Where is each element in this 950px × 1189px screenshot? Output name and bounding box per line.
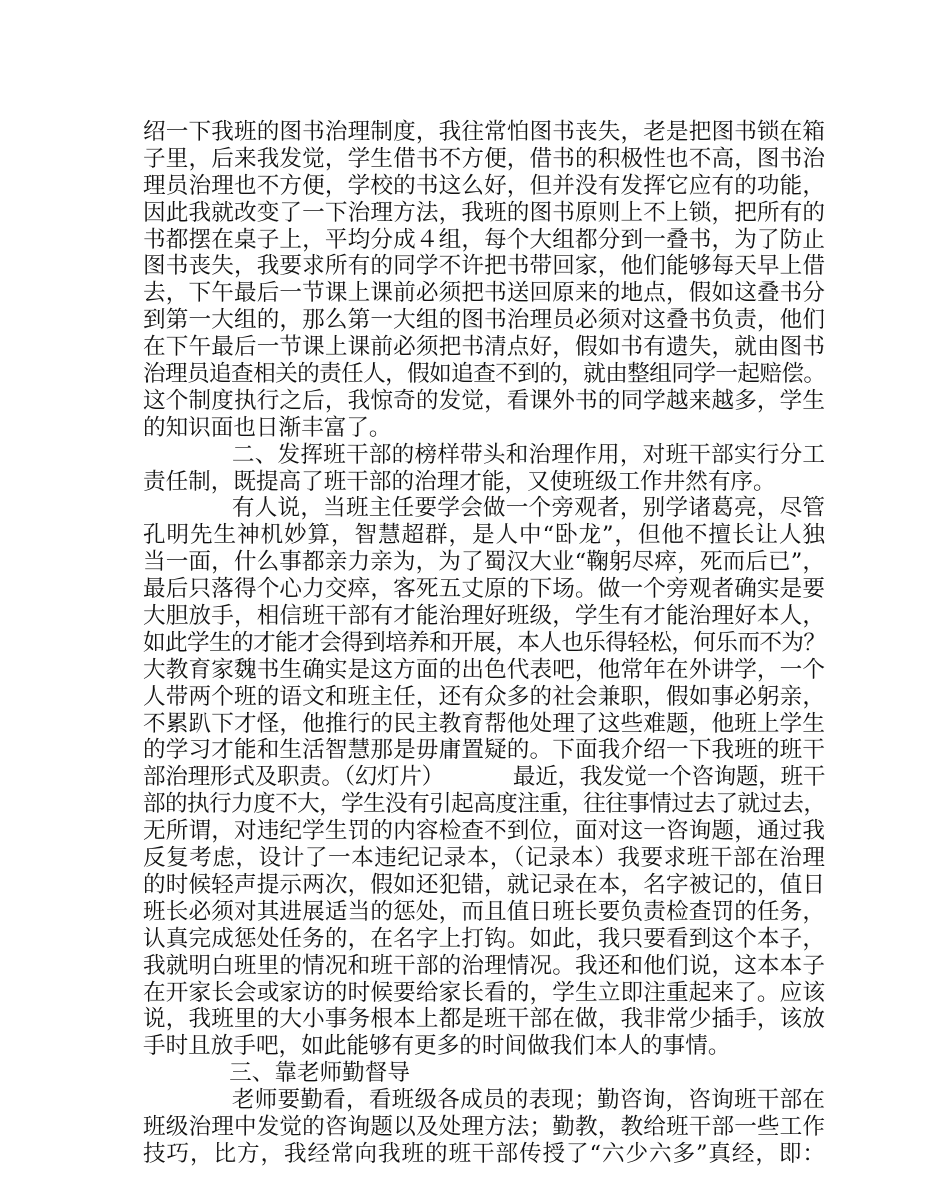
text-line: 老师要勤看，看班级各成员的表现；勤咨询，咨询班干部在 [143, 1087, 825, 1114]
text-line: 理员治理也不方便，学校的书这么好，但并没有发挥它应有的功能， [143, 172, 825, 199]
body-text [143, 119, 825, 1168]
text-line: 部的执行力度不大，学生没有引起高度注重，往往事情过去了就过去， [143, 791, 826, 818]
text-line: 在下午最后一节课上课前必须把书清点好，假如书有遗失，就由图书 [143, 334, 825, 361]
text-line: 当一面，什么事都亲力亲为，为了蜀汉大业“鞠躬尽瘁，死而后已”， [143, 549, 825, 576]
text-line: 班长必须对其进展适当的惩处，而且值日班长要负责检查罚的任务， [143, 898, 825, 925]
text-line: 人带两个班的语文和班主任，还有众多的社会兼职，假如事必躬亲， [143, 683, 825, 710]
text-line: 孔明先生神机妙算，智慧超群，是人中“卧龙”，但他不擅长让人独 [143, 522, 825, 549]
text-line: 治理员追查相关的责任人，假如追查不到的，就由整组同学一起赔偿。 [143, 361, 826, 388]
text-line: 大胆放手，相信班干部有才能治理好班级，学生有才能治理好本人， [143, 603, 825, 630]
text-line: 责任制，既提高了班干部的治理才能，又使班级工作井然有序。 [143, 468, 776, 495]
section-heading-2: 二、发挥班干部的榜样带头和治理作用，对班干部实行分工 [143, 441, 825, 468]
text-line: 无所谓，对违纪学生罚的内容检查不到位，面对这一咨询题，通过我 [143, 818, 825, 845]
text-line: 手时且放手吧，如此能够有更多的时间做我们本人的事情。 [143, 1033, 731, 1060]
text-line: 部治理形式及职责。（幻灯片） 最近，我发觉一个咨询题，班干 [143, 764, 826, 791]
text-line: 最后只落得个心力交瘁，客死五丈原的下场。做一个旁观者确实是要 [143, 576, 825, 603]
text-line: 子里，后来我发觉，学生借书不方便，借书的积极性也不高，图书治 [143, 145, 825, 172]
text-line: 书都摆在桌子上，平均分成４组，每个大组都分到一叠书，为了防止 [143, 226, 825, 253]
text-line: 去，下午最后一节课上课前必须把书送回原来的地点，假如这叠书分 [143, 280, 825, 307]
text-line: 大教育家魏书生确实是这方面的出色代表吧，他常年在外讲学，一个 [143, 656, 825, 683]
text-line: 认真完成惩处任务的，在名字上打钩。如此，我只要看到这个本子， [143, 925, 825, 952]
text-line: 的学习才能和生活智慧那是毋庸置疑的。下面我介绍一下我班的班干 [143, 737, 825, 764]
text-line: 有人说，当班主任要学会做一个旁观者，别学诸葛亮，尽管 [143, 495, 825, 522]
text-line: 我就明白班里的情况和班干部的治理情况。我还和他们说，这本本子 [143, 952, 825, 979]
text-line: 因此我就改变了一下治理方法，我班的图书原则上不上锁，把所有的 [143, 199, 825, 226]
text-line: 的知识面也日渐丰富了。 [143, 414, 392, 441]
text-line: 不累趴下才怪，他推行的民主教育帮他处理了这些难题，他班上学生 [143, 710, 825, 737]
text-line: 绍一下我班的图书治理制度，我往常怕图书丧失，老是把图书锁在箱 [143, 119, 825, 145]
text-line: 在开家长会或家访的时候要给家长看的，学生立即注重起来了。应该 [143, 979, 825, 1006]
text-line: 反复考虑，设计了一本违纪记录本，（记录本）我要求班干部在治理 [143, 845, 825, 872]
text-line: 到第一大组的，那么第一大组的图书治理员必须对这叠书负责，他们 [143, 307, 825, 334]
text-line: 如此学生的才能才会得到培养和开展，本人也乐得轻松，何乐而不为？ [143, 629, 826, 656]
text-line: 图书丧失，我要求所有的同学不许把书带回家，他们能够每天早上借 [143, 253, 825, 280]
text-line: 这个制度执行之后，我惊奇的发觉，看课外书的同学越来越多，学生 [143, 387, 825, 414]
text-line: 班级治理中发觉的咨询题以及处理方法；勤教，教给班干部一些工作 [143, 1113, 825, 1140]
section-heading-3: 三、靠老师勤督导 [143, 1060, 410, 1087]
text-line: 技巧，比方，我经常向我班的班干部传授了“六少六多”真经，即： [143, 1140, 825, 1167]
text-line: 说，我班里的大小事务根本上都是班干部在做，我非常少插手，该放 [143, 1006, 825, 1033]
text-line: 的时候轻声提示两次，假如还犯错，就记录在本，名字被记的，值日 [143, 871, 825, 898]
